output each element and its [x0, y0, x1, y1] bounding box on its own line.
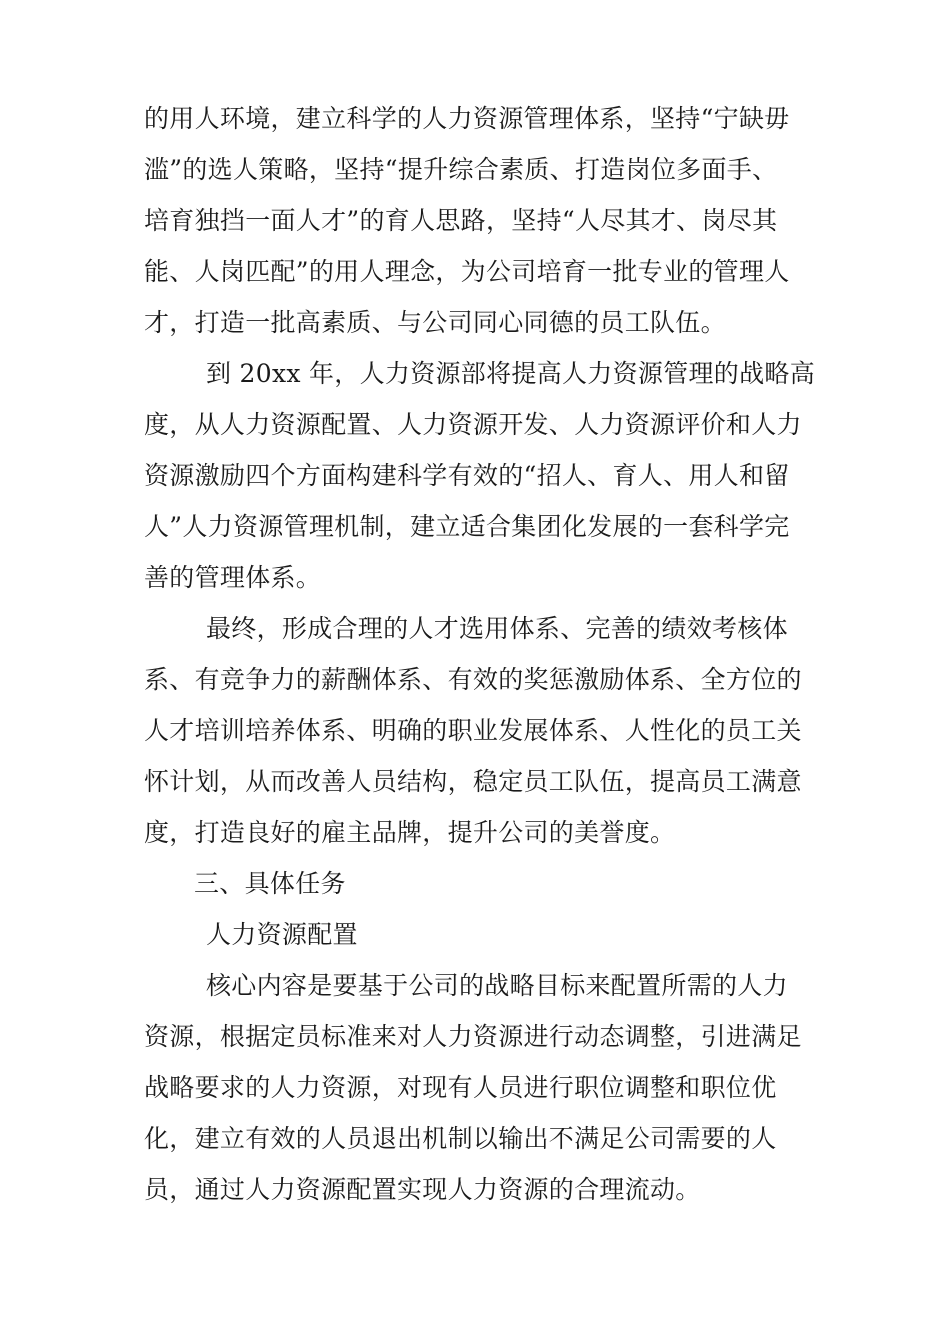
text-line-9: 人”人力资源管理机制，建立适合集团化发展的一套科学完: [144, 512, 790, 541]
subsection-heading: 人力资源配置: [206, 920, 358, 949]
paragraph-start-3: 最终，形成合理的人才选用体系、完善的绩效考核体: [206, 614, 788, 643]
paragraph-start-2: 到 20xx 年，人力资源部将提高人力资源管理的战略高: [206, 359, 816, 388]
text-line-1: 的用人环境，建立科学的人力资源管理体系，坚持“宁缺毋: [144, 104, 790, 133]
text-line-22: 员，通过人力资源配置实现人力资源的合理流动。: [144, 1175, 701, 1204]
text-line-8: 资源激励四个方面构建科学有效的“招人、育人、用人和留: [144, 461, 790, 490]
text-line-5: 才，打造一批高素质、与公司同心同德的员工队伍。: [144, 308, 726, 337]
text-line-2: 滥”的选人策略，坚持“提升综合素质、打造岗位多面手、: [144, 155, 778, 184]
text-line-14: 怀计划，从而改善人员结构，稳定员工队伍，提高员工满意: [144, 767, 802, 796]
section-heading: 三、具体任务: [194, 869, 346, 898]
text-line-20: 战略要求的人力资源，对现有人员进行职位调整和职位优: [144, 1073, 777, 1102]
text-line-10: 善的管理体系。: [144, 563, 322, 592]
text-line-12: 系、有竞争力的薪酬体系、有效的奖惩激励体系、全方位的: [144, 665, 802, 694]
text-line-19: 资源，根据定员标准来对人力资源进行动态调整，引进满足: [144, 1022, 802, 1051]
text-line-4: 能、人岗匹配”的用人理念，为公司培育一批专业的管理人: [144, 257, 790, 286]
text-line-15: 度，打造良好的雇主品牌，提升公司的美誉度。: [144, 818, 676, 847]
text-line-21: 化，建立有效的人员退出机制以输出不满足公司需要的人: [144, 1124, 777, 1153]
text-line-13: 人才培训培养体系、明确的职业发展体系、人性化的员工关: [144, 716, 802, 745]
text-line-3: 培育独挡一面人才”的育人思路，坚持“人尽其才、岗尽其: [144, 206, 778, 235]
text-line-7: 度，从人力资源配置、人力资源开发、人力资源评价和人力: [144, 410, 802, 439]
paragraph-start-4: 核心内容是要基于公司的战略目标来配置所需的人力: [206, 971, 788, 1000]
